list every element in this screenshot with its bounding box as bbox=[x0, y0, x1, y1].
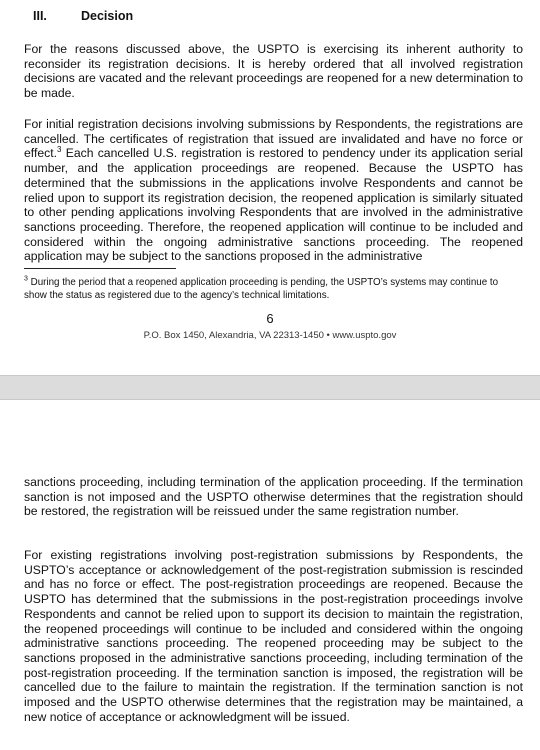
paragraph-text-start: For initial registration decisions involving submissions by Respondents, the registrations are cancelled. The certificates of registration that issued are invalidated and have no force or effect. bbox=[24, 117, 523, 161]
footnote-text: During the period that a reopened application proceeding is pending, the USPTO’s systems may continue to show the status as registered due to the agency’s technical limitations. bbox=[24, 277, 499, 301]
footer-address: P.O. Box 1450, Alexandria, VA 22313-1450 • www.uspto.gov bbox=[143, 330, 397, 341]
section-heading bbox=[33, 9, 133, 23]
footnote-reference[interactable]: 3 bbox=[56, 145, 62, 155]
page-number: 6 bbox=[266, 311, 274, 326]
paragraph-text-end: Each cancelled U.S. registration is restored to pendency under its application serial number, and the application proceedings are reopened. Because the USPTO has determined that the submissions in the applications involve Respondents and cannot be relied upon to support its registration decision, the reopened application is similarly situated to other pending applications involving Respondents that are involved in the administrative sanctions proceeding. Therefore, the reopened application will continue to be included and considered within the ongoing administrative sanctions proceeding. The reopened application may be subject to the sanctions proposed in the administrative bbox=[24, 146, 523, 264]
section-title: Decision bbox=[81, 9, 134, 23]
footnote-marker: 3 bbox=[24, 275, 28, 283]
paragraph-sanctions-continued: sanctions proceeding, including termination of the application proceeding. If the termination sanction is not imposed and the USPTO otherwise determines that the registration should be restored, the registration will be reissued under the same registration number. bbox=[24, 475, 523, 519]
footnote-divider bbox=[24, 268, 176, 269]
footnote bbox=[24, 276, 523, 302]
paragraph-reconsideration: For the reasons discussed above, the USPTO is exercising its inherent authority to reconsider its registration decisions. It is hereby ordered that all involved registration decisions are vacated and the relevant proceedings are reopened for a new determination to be made. bbox=[24, 42, 523, 101]
paragraph-initial-registrations bbox=[24, 117, 523, 264]
section-number: III. bbox=[33, 9, 47, 23]
page-separator bbox=[0, 375, 540, 400]
paragraph-existing-registrations: For existing registrations involving post-registration submissions by Respondents, the USPTO’s acceptance or acknowledgement of the post-registration submission is rescinded and has no force or effect. The post-registration proceedings are reopened. Because the USPTO has determined that the submissions in the post-registration proceedings involve Respondents and cannot be relied upon to support its decision to maintain the registration, the reopened proceedings will continue to be included and considered within the ongoing administrative sanctions proceeding. The reopened proceeding may be subject to the sanctions proposed in the administrative sanctions proceeding, including termination of the post-registration proceeding. If the termination sanction is imposed, the registration will be cancelled due to the failure to maintain the registration. If the termination sanction is not imposed and the USPTO otherwise determines that the registration may be maintained, a new notice of acceptance or acknowledgment will be issued. bbox=[24, 548, 523, 724]
